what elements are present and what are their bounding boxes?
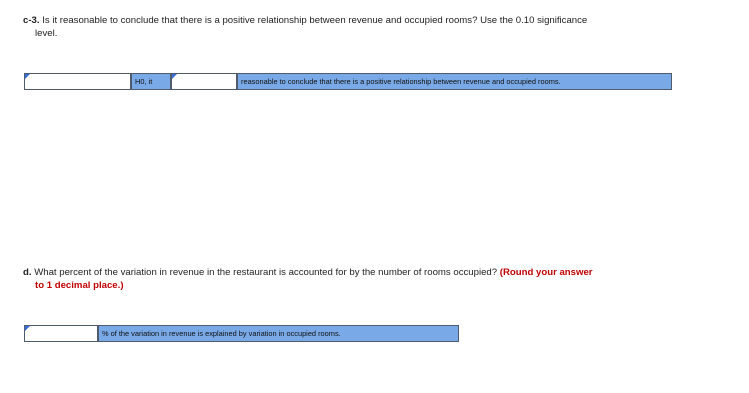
answer-row-d xyxy=(24,325,459,342)
question-c3 xyxy=(23,14,723,40)
conclusion-label: reasonable to conclude that there is a positive relationship between revenue and occupied rooms. xyxy=(237,73,672,90)
answer-row-c3 xyxy=(24,73,672,90)
question-text: Is it reasonable to conclude that there is a positive relationship between revenue and occupied rooms? Use the 0.10 significance xyxy=(42,15,588,26)
question-number: c-3. xyxy=(23,15,40,26)
reject-decision-dropdown[interactable] xyxy=(24,73,131,90)
question-text: What percent of the variation in revenue in the restaurant is accounted for by the number of rooms occupied? xyxy=(34,267,498,278)
rounding-hint-cont: to 1 decimal place.) xyxy=(35,280,124,291)
question-number: d. xyxy=(23,267,32,278)
percent-label: % of the variation in revenue is explained by variation in occupied rooms. xyxy=(98,325,459,342)
question-d xyxy=(23,266,723,292)
h0-label: H0, it xyxy=(131,73,171,90)
rounding-hint: (Round your answer xyxy=(499,267,593,278)
dropdown-flag-icon xyxy=(172,74,177,79)
reasonable-dropdown[interactable] xyxy=(171,73,237,90)
percent-input[interactable] xyxy=(24,325,98,342)
dropdown-flag-icon xyxy=(25,74,30,79)
input-flag-icon xyxy=(25,326,30,331)
question-text-cont: level. xyxy=(35,28,58,39)
